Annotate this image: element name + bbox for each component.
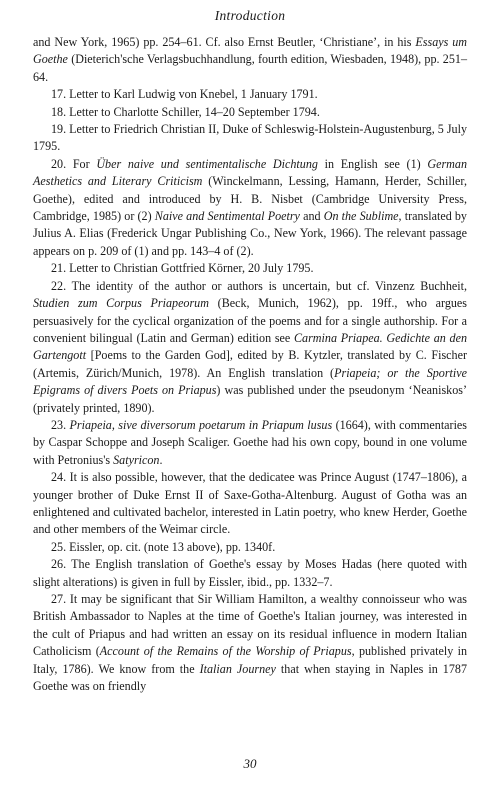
endnote-text: [Poems to the Garden God], edited by B. Kytzler, translated by C. Fischer (Artemis, Zürich/Munich, 1978). An English translation ( xyxy=(33,348,467,380)
endnote xyxy=(33,591,467,695)
endnote-title-text: Italian Journey xyxy=(199,661,276,676)
endnote-text: 20. For xyxy=(51,156,97,171)
endnote-text: (Dieterich'sche Verlagsbuchhandlung, fourth edition, Wiesbaden, 1948), pp. 251–64. xyxy=(33,52,467,84)
endnote-title-text: Naive and Sentimental Poetry xyxy=(154,209,300,224)
endnote-title-text: Carmina Priapea. Gedichte an den Gartengott xyxy=(33,330,467,363)
endnote-text: 19. Letter to Friedrich Christian II, Duke of Schleswig-Holstein-Augustenburg, 5 July 1795. xyxy=(33,122,467,154)
endnote-title-text: Priapeia; or the Sportive Epigrams of divers Poets on Priapus xyxy=(33,365,467,398)
endnote-title-text: Über naive und sentimentalische Dichtung xyxy=(96,156,318,171)
endnote xyxy=(33,278,467,417)
endnote xyxy=(33,104,467,121)
endnote-title-text: Studien zum Corpus Priapeorum xyxy=(33,296,209,311)
endnote-title-text: Account of the Remains of the Worship of Priapus xyxy=(99,644,352,659)
endnote-text: , published privately in Italy, 1786). We know from the xyxy=(33,644,467,676)
endnote-text: 22. The identity of the author or authors is uncertain, but cf. Vinzenz Buchheit, xyxy=(51,278,467,293)
endnote-text: 21. Letter to Christian Gottfried Körner, 20 July 1795. xyxy=(51,261,314,276)
endnote-text: 24. It is also possible, however, that the dedicatee was Prince August (1747–1806), a younger brother of Duke Ernst II of Saxe-Gotha-Altenburg. August of Gotha was an enlightened and cultivated bachelor, interested in Latin poetry, who knew Herder, Goethe and other members of the Weimar circle. xyxy=(33,470,467,537)
endnote-title-text: Essays um Goethe xyxy=(33,35,467,67)
endnote-text: that when staying in Naples in 1787 Goethe was on friendly xyxy=(33,661,467,694)
endnote-title-text: German Aesthetics and Literary Criticism xyxy=(33,156,467,189)
endnote-text: 18. Letter to Charlotte Schiller, 14–20 September 1794. xyxy=(51,104,320,119)
running-head: Introduction xyxy=(214,8,286,23)
endnote xyxy=(33,556,467,591)
endnote-text: , translated by Julius A. Elias (Frederick Ungar Publishing Co., New York, 1966). The relevant passage appears on p. 209 of (1) and pp. 143–4 of (2). xyxy=(33,209,467,258)
endnote-text: 17. Letter to Karl Ludwig von Knebel, 1 January 1791. xyxy=(51,87,318,102)
page-number: 30 xyxy=(243,756,257,771)
endnote-title-text: On the Sublime xyxy=(323,209,399,224)
endnote-text: 25. Eissler, op. cit. (note 13 above), pp. 1340f. xyxy=(51,539,276,554)
endnote xyxy=(33,121,467,156)
endnote-text: 27. It may be significant that Sir William Hamilton, a wealthy connoisseur who was British Ambassador to Naples at the time of Goethe's Italian journey, was interested in the cult of Priapus and had written an essay on its residual influence in modern Italian Catholicism ( xyxy=(33,592,467,659)
endnote xyxy=(33,86,467,103)
endnote-text: 23. xyxy=(51,417,70,432)
endnote-text: and New York, 1965) pp. 254–61. Cf. also Ernst Beutler, ‘Christiane’, in his xyxy=(33,35,416,49)
endnote-text: (Beck, Munich, 1962), pp. 19ff., who argues persuasively for the cyclical organization of the poems and for a single authorship. For a convenient bilingual (Latin and German) edition see xyxy=(33,296,467,345)
endnote-text: . xyxy=(159,452,163,467)
endnote-title-text: Priapeia, sive diversorum poetarum in Priapum lusus xyxy=(69,417,333,432)
endnote-text: (1664), with commentaries by Caspar Schoppe and Joseph Scaliger. Goethe had his own copy, bound in one volume with Petronius's xyxy=(33,417,468,467)
endnote xyxy=(33,156,467,260)
endnote-text: (Winckelmann, Lessing, Hamann, Herder, Schiller, Goethe), edited and introduced by H. B. Nisbet (Cambridge University Press, Cambridge, 1985) or (2) xyxy=(33,174,467,224)
endnote xyxy=(33,260,467,277)
endnote xyxy=(33,469,467,539)
endnote-text: ) was published under the pseudonym ‘Neaniskos’ (privately printed, 1890). xyxy=(33,383,467,415)
endnote xyxy=(33,34,467,86)
endnote-text: and xyxy=(299,209,324,224)
endnote-text: in English see (1) xyxy=(317,156,428,171)
endnote xyxy=(33,539,467,556)
endnote-title-text: Satyricon xyxy=(113,452,160,467)
endnote xyxy=(33,417,467,469)
endnotes xyxy=(33,34,467,695)
endnote-text: 26. The English translation of Goethe's essay by Moses Hadas (here quoted with slight alterations) is given in full by Eissler, ibid., pp. 1332–7. xyxy=(33,557,467,589)
